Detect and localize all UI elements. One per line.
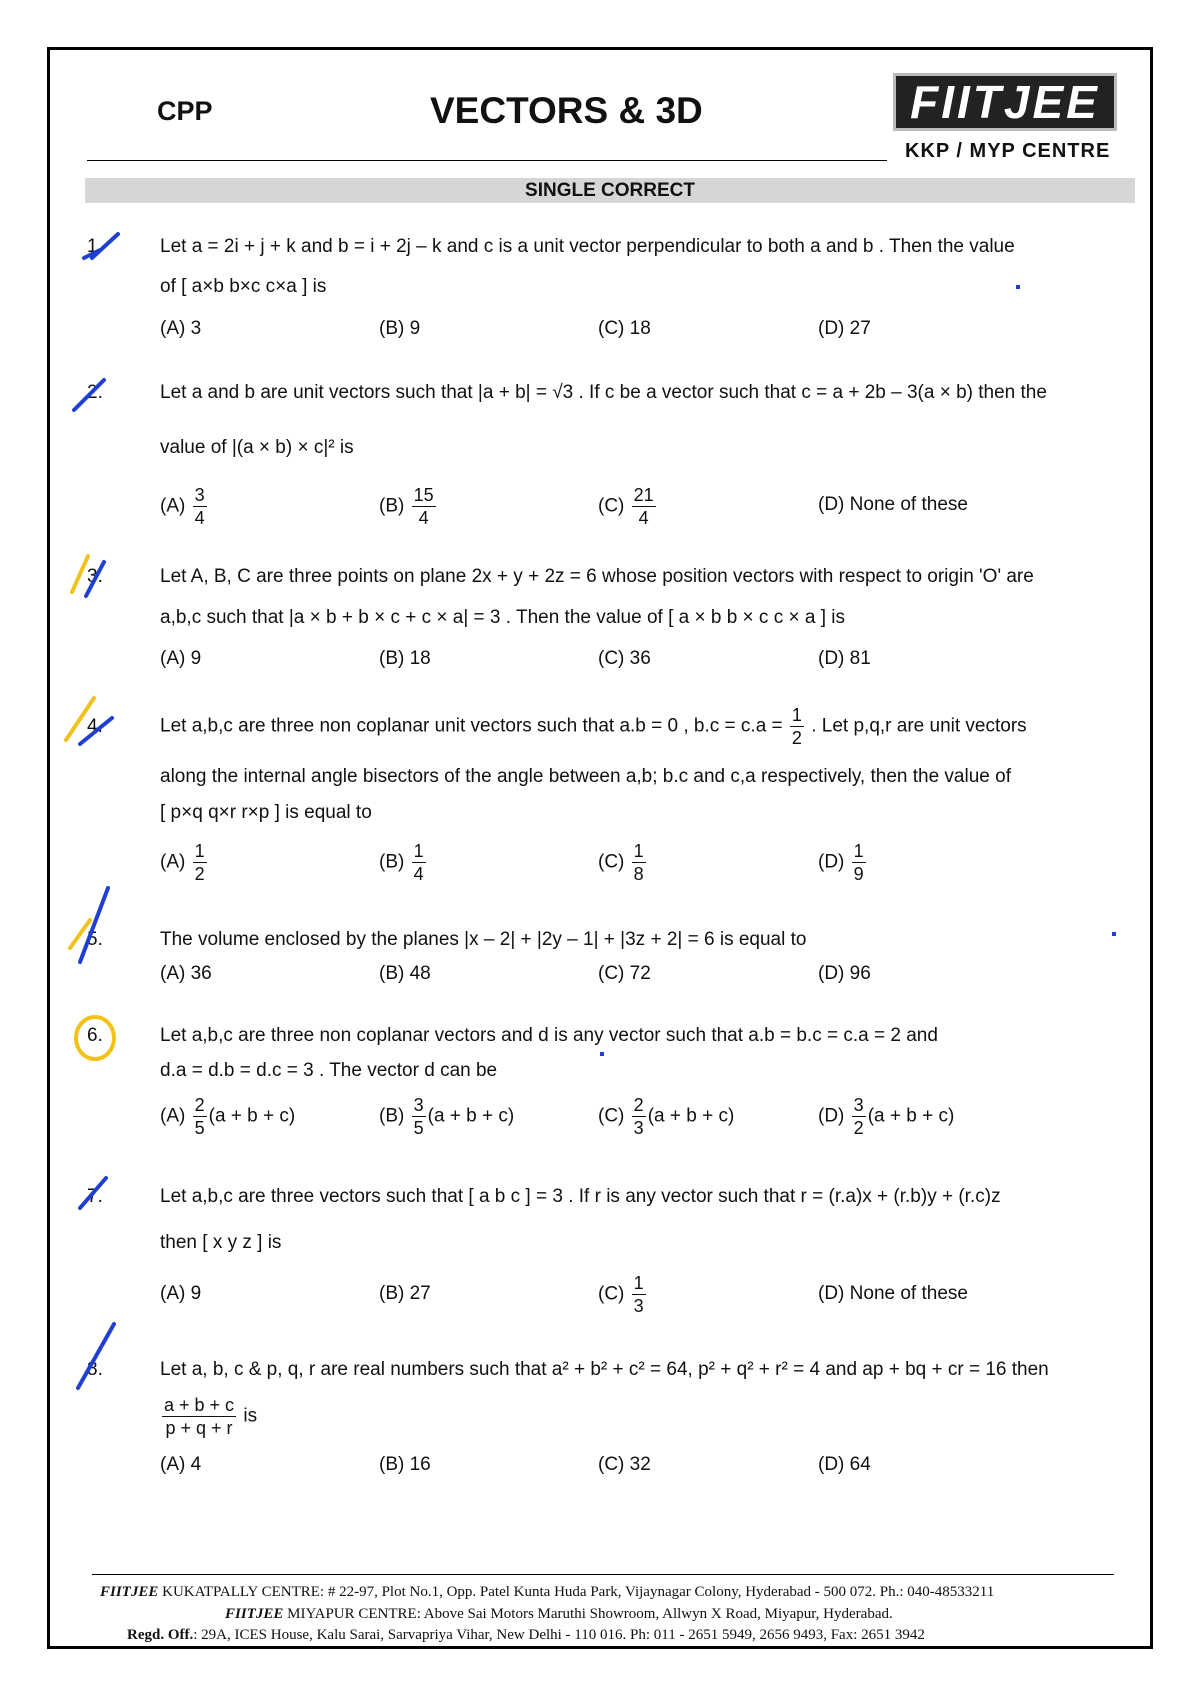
option-a[interactable]: (A) 36	[160, 963, 212, 984]
question-number: 6.	[87, 1025, 103, 1046]
question-text: Let A, B, C are three points on plane 2x + y + 2z = 6 whose position vectors with respect to origin 'O' are	[160, 566, 1034, 587]
slash-mark-icon	[78, 1324, 114, 1388]
question-text: along the internal angle bisectors of the angle between a,b; b.c and c,a respectively, then the value of	[160, 766, 1011, 787]
option-label: (A)	[160, 1105, 186, 1127]
option-a[interactable]: (A) 9	[160, 1283, 202, 1304]
option-label: (A)	[160, 851, 186, 873]
option-d[interactable]: (D) 64	[818, 1454, 871, 1475]
option-label: (D)	[818, 1105, 845, 1127]
option-label: (D)	[818, 851, 845, 873]
footer-divider	[92, 1574, 1114, 1575]
footer-regd-label: Regd. Off.	[127, 1627, 194, 1643]
option-c[interactable]: (C) 36	[598, 648, 651, 669]
numerator: 1	[194, 841, 205, 861]
option-c[interactable]: (C) 18	[598, 318, 651, 339]
option-label: (B)	[379, 851, 405, 873]
numerator: 2	[633, 1095, 644, 1115]
question-text: Let a, b, c & p, q, r are real numbers such that a² + b² + c² = 64, p² + q² + r² = 4 and ap + bq + cr = 16 then	[160, 1359, 1049, 1380]
option-label: (B)	[379, 495, 405, 517]
option-d[interactable]: (D) 96	[818, 963, 871, 984]
option-label: (B)	[379, 1105, 405, 1127]
denominator: 8	[633, 864, 644, 884]
question-text: Let a = 2i + j + k and b = i + 2j – k and c is a unit vector perpendicular to both a and b . Then the value	[160, 236, 1015, 257]
denominator: 3	[633, 1118, 644, 1138]
option-c[interactable]: (C) 32	[598, 1454, 651, 1475]
option-a[interactable]: (A) 4	[160, 1454, 202, 1475]
question-text: a,b,c such that |a × b + b × c + c × a| = 3 . Then the value of [ a × b b × c c × a ] is	[160, 607, 845, 628]
numerator: 15	[413, 485, 434, 505]
option-c[interactable]: (C) 72	[598, 963, 651, 984]
slash-mark-icon	[74, 380, 104, 410]
numerator: 1	[633, 1273, 644, 1293]
numerator: 1	[853, 841, 864, 861]
dot-mark-icon	[1112, 932, 1116, 936]
question-number: 1.	[87, 236, 103, 257]
numerator: 3	[413, 1095, 424, 1115]
slash-mark-icon	[80, 718, 112, 744]
option-b[interactable]: (B) 48	[379, 963, 431, 984]
header-left-label: CPP	[157, 96, 213, 126]
footer-brand: FIITJEE	[225, 1606, 284, 1622]
question-number: 3.	[87, 566, 103, 587]
option-label: (C)	[598, 1105, 625, 1127]
centre-label: KKP / MYP CENTRE	[905, 140, 1111, 162]
question-number: 2.	[87, 382, 103, 403]
option-d[interactable]: (D) 27	[818, 318, 871, 339]
fiitjee-logo: FIITJEE	[893, 73, 1117, 131]
footer-brand: FIITJEE	[100, 1584, 159, 1600]
numerator: a + b + c	[164, 1395, 235, 1415]
option-d[interactable]: (D) 81	[818, 648, 871, 669]
numerator: 1	[791, 705, 802, 725]
numerator: 1	[633, 841, 644, 861]
footer-text: MIYAPUR CENTRE: Above Sai Motors Maruthi Showroom, Allwyn X Road, Miyapur, Hyderabad.	[287, 1606, 893, 1622]
slash-mark-icon	[86, 562, 104, 596]
question-number: 8.	[87, 1359, 103, 1380]
slash-mark-icon	[80, 1178, 106, 1208]
numerator: 2	[194, 1095, 205, 1115]
option-label: (C)	[598, 1283, 625, 1305]
question-text: Let a,b,c are three vectors such that [ a b c ] = 3 . If r is any vector such that r = (r.a)x + (r.b)y + (r.c)z	[160, 1186, 1001, 1207]
denominator: 5	[194, 1118, 205, 1138]
option-label: (C)	[598, 851, 625, 873]
dot-mark-icon	[600, 1052, 604, 1056]
option-expression: (a + b + c)	[647, 1105, 735, 1127]
question-text: d.a = d.b = d.c = 3 . The vector d can be	[160, 1060, 498, 1081]
denominator: 4	[413, 864, 424, 884]
dot-mark-icon	[1016, 285, 1020, 289]
option-b[interactable]: (B) 27	[379, 1283, 431, 1304]
denominator: 9	[853, 864, 864, 884]
denominator: 2	[194, 864, 205, 884]
question-text-part: is	[243, 1405, 258, 1427]
circle-mark-icon	[76, 1017, 114, 1059]
denominator: 4	[418, 508, 429, 528]
option-a[interactable]: (A) 3	[160, 318, 202, 339]
footer-text: KUKATPALLY CENTRE: # 22-97, Plot No.1, Opp. Patel Kunta Huda Park, Vijaynagar Colony, Hyderabad - 500 072. Ph.: 040-48533211	[162, 1584, 995, 1600]
numerator: 21	[633, 485, 654, 505]
footer-line	[100, 1584, 994, 1601]
option-d[interactable]: (D) None of these	[818, 1283, 968, 1304]
denominator: 2	[791, 728, 802, 748]
option-b[interactable]: (B) 9	[379, 318, 421, 339]
denominator: p + q + r	[165, 1418, 233, 1438]
tick-mark-icon	[84, 234, 118, 258]
option-d[interactable]: (D) None of these	[818, 494, 968, 515]
denominator: 4	[638, 508, 649, 528]
question-text: Let a and b are unit vectors such that |a + b| = √3 . If c be a vector such that c = a + 2b – 3(a × b) then the	[160, 382, 1047, 403]
footer-line	[127, 1627, 925, 1644]
denominator: 5	[413, 1118, 424, 1138]
option-a[interactable]: (A) 9	[160, 648, 202, 669]
question-text: of [ a×b b×c c×a ] is	[160, 276, 327, 297]
footer-text: : 29A, ICES House, Kalu Sarai, Sarvapriya Vihar, New Delhi - 110 016. Ph: 011 - 2651 5949, 2656 9493, Fax: 2651 3942	[193, 1627, 925, 1643]
question-text: then [ x y z ] is	[160, 1232, 282, 1253]
option-expression: (a + b + c)	[208, 1105, 296, 1127]
denominator: 4	[194, 508, 205, 528]
question-text: The volume enclosed by the planes |x – 2| + |2y – 1| + |3z + 2| = 6 is equal to	[160, 929, 807, 950]
question-text: value of |(a × b) × c|² is	[160, 437, 354, 458]
option-expression: (a + b + c)	[867, 1105, 955, 1127]
slash-mark-icon	[72, 556, 88, 592]
numerator: 1	[413, 841, 424, 861]
numerator: 3	[853, 1095, 864, 1115]
question-text: Let a,b,c are three non coplanar vectors and d is any vector such that a.b = b.c = c.a = 2 and	[160, 1025, 938, 1046]
page-title: VECTORS & 3D	[430, 90, 703, 131]
option-label: (A)	[160, 495, 186, 517]
question-number: 5.	[87, 929, 103, 950]
question-number: 4.	[87, 716, 103, 737]
option-b[interactable]: (B) 16	[379, 1454, 431, 1475]
question-text-part: Let a,b,c are three non coplanar unit vectors such that a.b = 0 , b.c = c.a =	[160, 715, 783, 737]
question-text-part: . Let p,q,r are unit vectors	[811, 715, 1027, 737]
option-expression: (a + b + c)	[427, 1105, 515, 1127]
option-label: (C)	[598, 495, 625, 517]
denominator: 3	[633, 1296, 644, 1316]
option-b[interactable]: (B) 18	[379, 648, 431, 669]
question-text: [ p×q q×r r×p ] is equal to	[160, 802, 372, 823]
denominator: 2	[853, 1118, 864, 1138]
question-number: 7.	[87, 1186, 103, 1207]
footer-line	[225, 1606, 893, 1623]
section-heading: SINGLE CORRECT	[85, 178, 1135, 203]
numerator: 3	[194, 485, 205, 505]
